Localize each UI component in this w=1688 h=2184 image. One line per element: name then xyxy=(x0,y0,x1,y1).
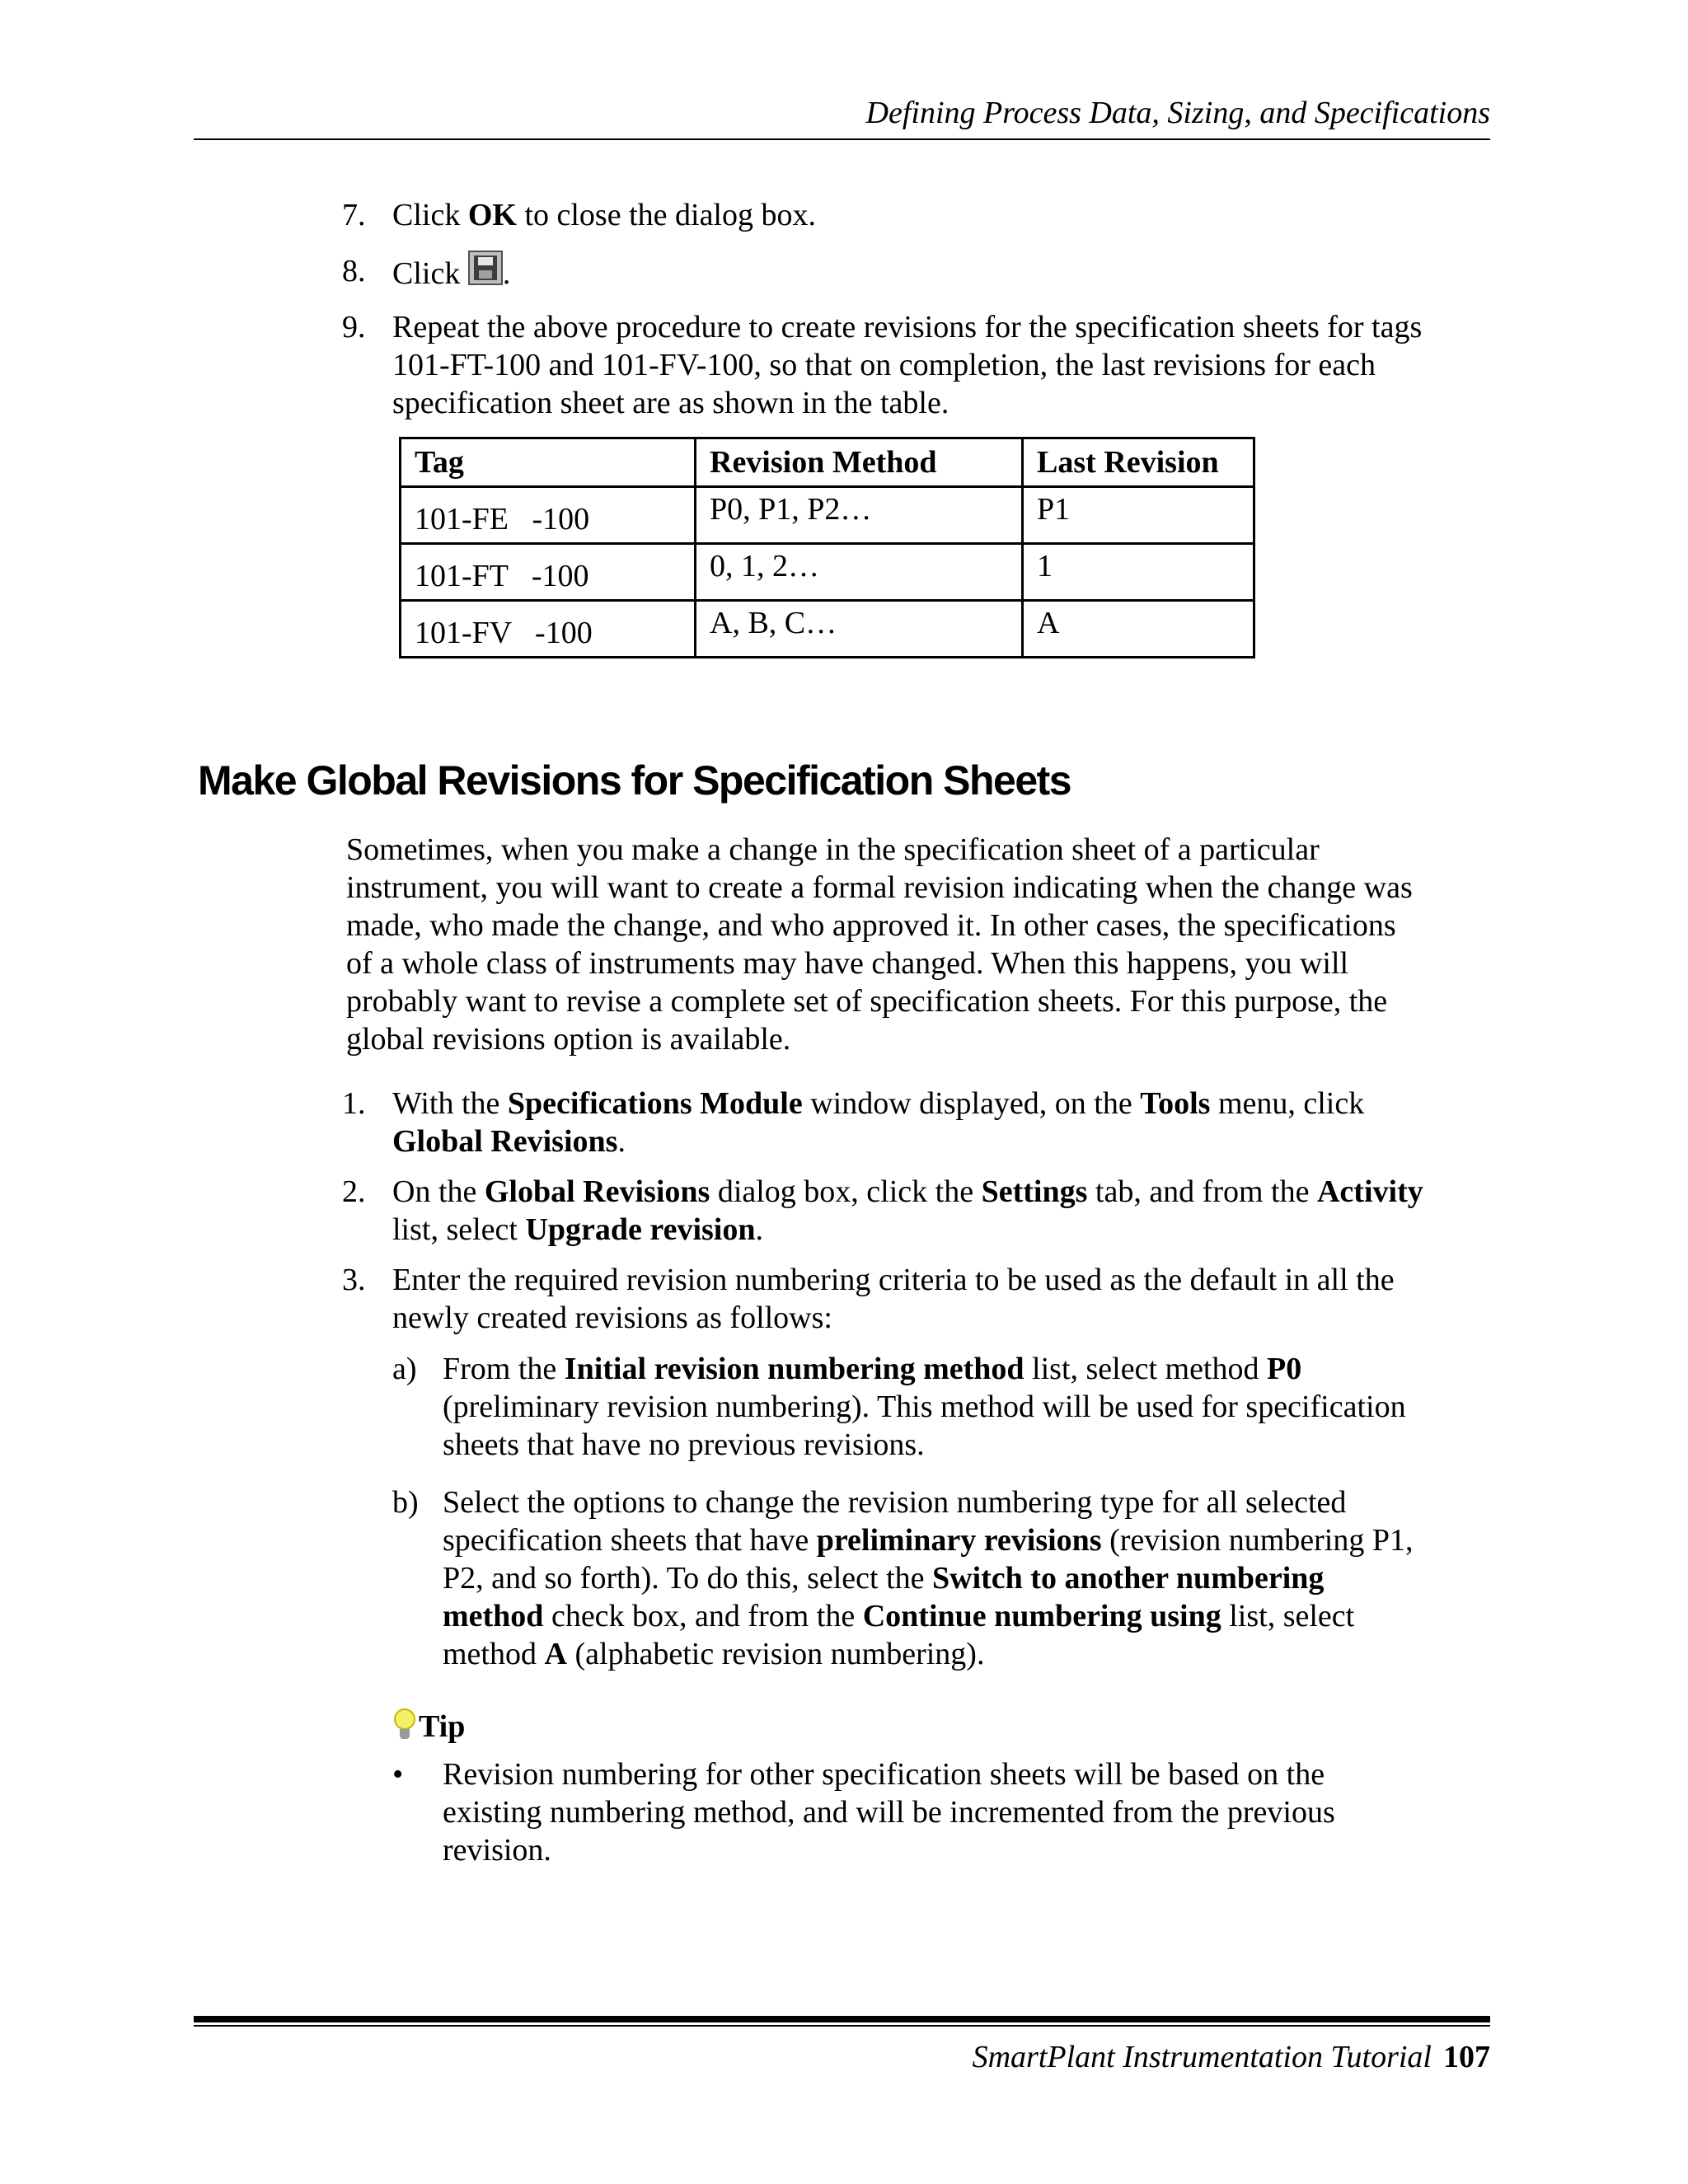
section-title: Make Global Revisions for Specification Sheets xyxy=(198,757,1071,804)
step-text: . xyxy=(502,256,511,291)
footer-title: SmartPlant Instrumentation Tutorial xyxy=(972,2040,1432,2074)
step-line: sheets that have no previous revisions. xyxy=(443,1427,925,1462)
tip-line: revision. xyxy=(443,1833,551,1868)
step-text: (revision numbering P1, xyxy=(1101,1523,1414,1558)
step-number: 7. xyxy=(342,198,366,232)
step-text: menu, click xyxy=(1210,1086,1365,1121)
step-text: check box, and from the xyxy=(543,1599,863,1633)
save-icon xyxy=(468,251,503,285)
step-text: (alphabetic revision numbering). xyxy=(566,1637,985,1671)
step-text: P2, and so forth). To do this, select the xyxy=(443,1561,933,1596)
lightbulb-icon xyxy=(392,1707,417,1741)
ui-term: Continue numbering using xyxy=(862,1599,1221,1633)
running-header: Defining Process Data, Sizing, and Specifications xyxy=(865,96,1490,130)
footer-rule-thin xyxy=(194,2025,1490,2027)
step-text: With the xyxy=(392,1086,508,1121)
tip-label: Tip xyxy=(419,1709,466,1744)
step-line: specification sheet are as shown in the table. xyxy=(392,386,950,420)
bullet-icon: • xyxy=(392,1757,404,1792)
tip-line: Revision numbering for other specification sheets will be based on the xyxy=(443,1757,1325,1792)
ui-term: Tools xyxy=(1140,1086,1211,1121)
ui-term: Global Revisions xyxy=(392,1124,618,1159)
ui-term: Settings xyxy=(981,1174,1088,1209)
sub-step-label: b) xyxy=(392,1485,419,1520)
paragraph-line: global revisions option is available. xyxy=(346,1022,791,1057)
step-text: Click xyxy=(392,198,468,232)
ui-term: Switch to another numbering xyxy=(932,1561,1325,1596)
step-text: specification sheets that have xyxy=(443,1523,817,1558)
tip-heading xyxy=(392,1707,465,1746)
table-cell-method: A, B, C… xyxy=(696,601,1023,658)
ui-term: Global Revisions xyxy=(484,1174,710,1209)
step-text: . xyxy=(755,1212,763,1247)
table-cell-last-revision: 1 xyxy=(1023,544,1254,601)
header-rule xyxy=(194,138,1490,140)
intro-paragraph xyxy=(346,831,1500,1058)
table-cell-last-revision: A xyxy=(1023,601,1254,658)
step-text: On the xyxy=(392,1174,485,1209)
step-text: to close the dialog box. xyxy=(516,198,816,232)
paragraph-line: made, who made the change, and who approved it. In other cases, the specifications xyxy=(346,908,1396,943)
step-line: 101-FT-100 and 101-FV-100, so that on completion, the last revisions for each xyxy=(392,348,1376,382)
step-number: 9. xyxy=(342,310,366,344)
paragraph-line: Sometimes, when you make a change in the specification sheet of a particular xyxy=(346,832,1320,867)
page-footer xyxy=(194,2038,1490,2076)
step-text: Click xyxy=(392,256,468,291)
table-row xyxy=(401,601,1254,658)
table-cell-last-revision: P1 xyxy=(1023,487,1254,544)
column-header-revision-method: Revision Method xyxy=(696,438,1023,487)
step-text: From the xyxy=(443,1352,565,1386)
paragraph-line: instrument, you will want to create a formal revision indicating when the change was xyxy=(346,870,1413,905)
step-line: Enter the required revision numbering criteria to be used as the default in all the xyxy=(392,1263,1395,1297)
ui-term: Upgrade revision xyxy=(525,1212,756,1247)
step-number: 8. xyxy=(342,254,366,288)
step-text: list, select method xyxy=(1024,1352,1267,1386)
revision-table xyxy=(399,437,1255,658)
step-line: Select the options to change the revision numbering type for all selected xyxy=(443,1485,1347,1520)
sub-step-label: a) xyxy=(392,1352,417,1386)
step-number: 1. xyxy=(342,1086,366,1121)
ui-term: Activity xyxy=(1316,1174,1423,1209)
table-cell-tag: 101-FT -100 xyxy=(401,544,696,601)
step-text: . xyxy=(617,1124,626,1159)
ui-term: preliminary revisions xyxy=(816,1523,1102,1558)
column-header-last-revision: Last Revision xyxy=(1023,438,1254,487)
table-cell-method: 0, 1, 2… xyxy=(696,544,1023,601)
table-row xyxy=(401,487,1254,544)
table-cell-tag: 101-FE -100 xyxy=(401,487,696,544)
step-line: Repeat the above procedure to create revisions for the specification sheets for tags xyxy=(392,310,1423,344)
step-text: list, select xyxy=(392,1212,526,1247)
step-number: 3. xyxy=(342,1263,366,1297)
ui-term: Initial revision numbering method xyxy=(564,1352,1025,1386)
footer-rule xyxy=(194,2016,1490,2022)
ui-term: Specifications Module xyxy=(507,1086,803,1121)
tip-line: existing numbering method, and will be incremented from the previous xyxy=(443,1795,1335,1830)
step-number: 2. xyxy=(342,1174,366,1209)
ui-term: A xyxy=(544,1637,567,1671)
step-text: list, select xyxy=(1221,1599,1355,1633)
step-line: (preliminary revision numbering). This method will be used for specification xyxy=(443,1390,1406,1424)
step-text: method xyxy=(443,1637,545,1671)
column-header-tag: Tag xyxy=(401,438,696,487)
paragraph-line: probably want to revise a complete set of specification sheets. For this purpose, the xyxy=(346,984,1388,1019)
step-line: newly created revisions as follows: xyxy=(392,1301,832,1335)
table-header-row xyxy=(401,438,1254,487)
table-cell-method: P0, P1, P2… xyxy=(696,487,1023,544)
step-text: window displayed, on the xyxy=(802,1086,1141,1121)
ok-button-reference: OK xyxy=(467,198,517,232)
step-text: tab, and from the xyxy=(1087,1174,1317,1209)
ui-term: P0 xyxy=(1267,1352,1302,1386)
table-row xyxy=(401,544,1254,601)
paragraph-line: of a whole class of instruments may have changed. When this happens, you will xyxy=(346,946,1349,981)
ui-term: method xyxy=(443,1599,544,1633)
step-text: dialog box, click the xyxy=(710,1174,982,1209)
page-number: 107 xyxy=(1443,2040,1490,2074)
table-cell-tag: 101-FV -100 xyxy=(401,601,696,658)
